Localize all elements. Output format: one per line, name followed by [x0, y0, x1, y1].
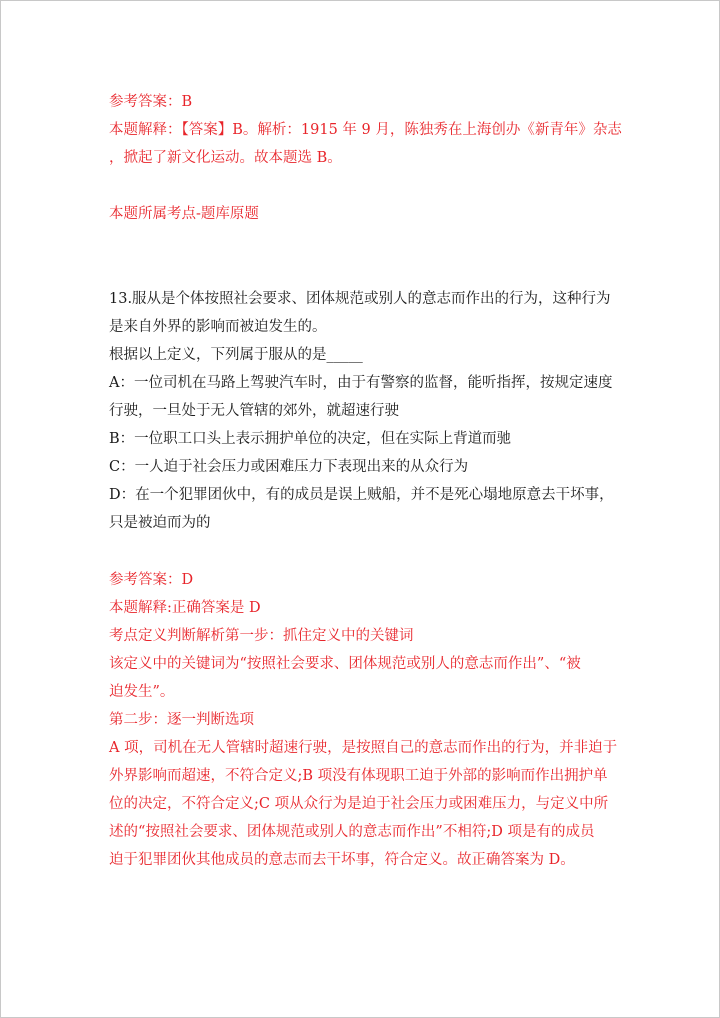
option-d-line: D：在一个犯罪团伙中，有的成员是误上贼船，并不是死心塌地原意去干坏事， — [109, 487, 614, 503]
option-b-line: B：一位职工口头上表示拥护单位的决定，但在实际上背道而驰 — [109, 431, 512, 447]
explanation-line: 述的“按照社会要求、团体规范或别人的意志而作出”不相符;D 项是有的成员 — [109, 824, 595, 840]
option-a-line: 行驶，一旦处于无人管辖的郊外，就超速行驶 — [109, 403, 399, 419]
prev-explanation-line: 本题解释：【答案】B。解析：1915 年 9 月，陈独秀在上海创办《新青年》杂志 — [109, 122, 622, 138]
question-line: 是来自外界的影响而被迫发生的。 — [109, 319, 327, 335]
explanation-line: A 项，司机在无人管辖时超速行驶，是按照自己的意志而作出的行为，并非迫于 — [109, 740, 618, 756]
option-a-line: A：一位司机在马路上驾驶汽车时，由于有警察的监督，能听指挥，按规定速度 — [109, 375, 613, 391]
prev-explanation-line: ，掀起了新文化运动。故本题选 B。 — [109, 150, 342, 166]
question-line: 13.服从是个体按照社会要求、团体规范或别人的意志而作出的行为，这种行为 — [109, 291, 611, 307]
question-prompt: 根据以上定义，下列属于服从的是_____ — [109, 347, 363, 363]
explanation-line: 本题解释:正确答案是 D — [109, 600, 261, 616]
option-c-line: C：一人迫于社会压力或困难压力下表现出来的从众行为 — [109, 459, 469, 475]
explanation-line: 考点定义判断解析第一步：抓住定义中的关键词 — [109, 628, 414, 644]
explanation-line: 第二步：逐一判断选项 — [109, 712, 254, 728]
explanation-line: 迫于犯罪团伙其他成员的意志而去干坏事，符合定义。故正确答案为 D。 — [109, 852, 575, 868]
prev-answer-line: 参考答案：B — [109, 94, 193, 110]
explanation-line: 位的决定，不符合定义;C 项从众行为是迫于社会压力或困难压力，与定义中所 — [109, 796, 609, 812]
explanation-line: 外界影响而超速，不符合定义;B 项没有体现职工迫于外部的影响而作出拥护单 — [109, 768, 608, 784]
option-d-line: 只是被迫而为的 — [109, 515, 211, 531]
prev-source-line: 本题所属考点-题库原题 — [109, 206, 259, 222]
explanation-line: 该定义中的关键词为“按照社会要求、团体规范或别人的意志而作出”、“被 — [109, 656, 581, 672]
explanation-line: 迫发生”。 — [109, 684, 175, 700]
answer-line: 参考答案：D — [109, 572, 194, 588]
